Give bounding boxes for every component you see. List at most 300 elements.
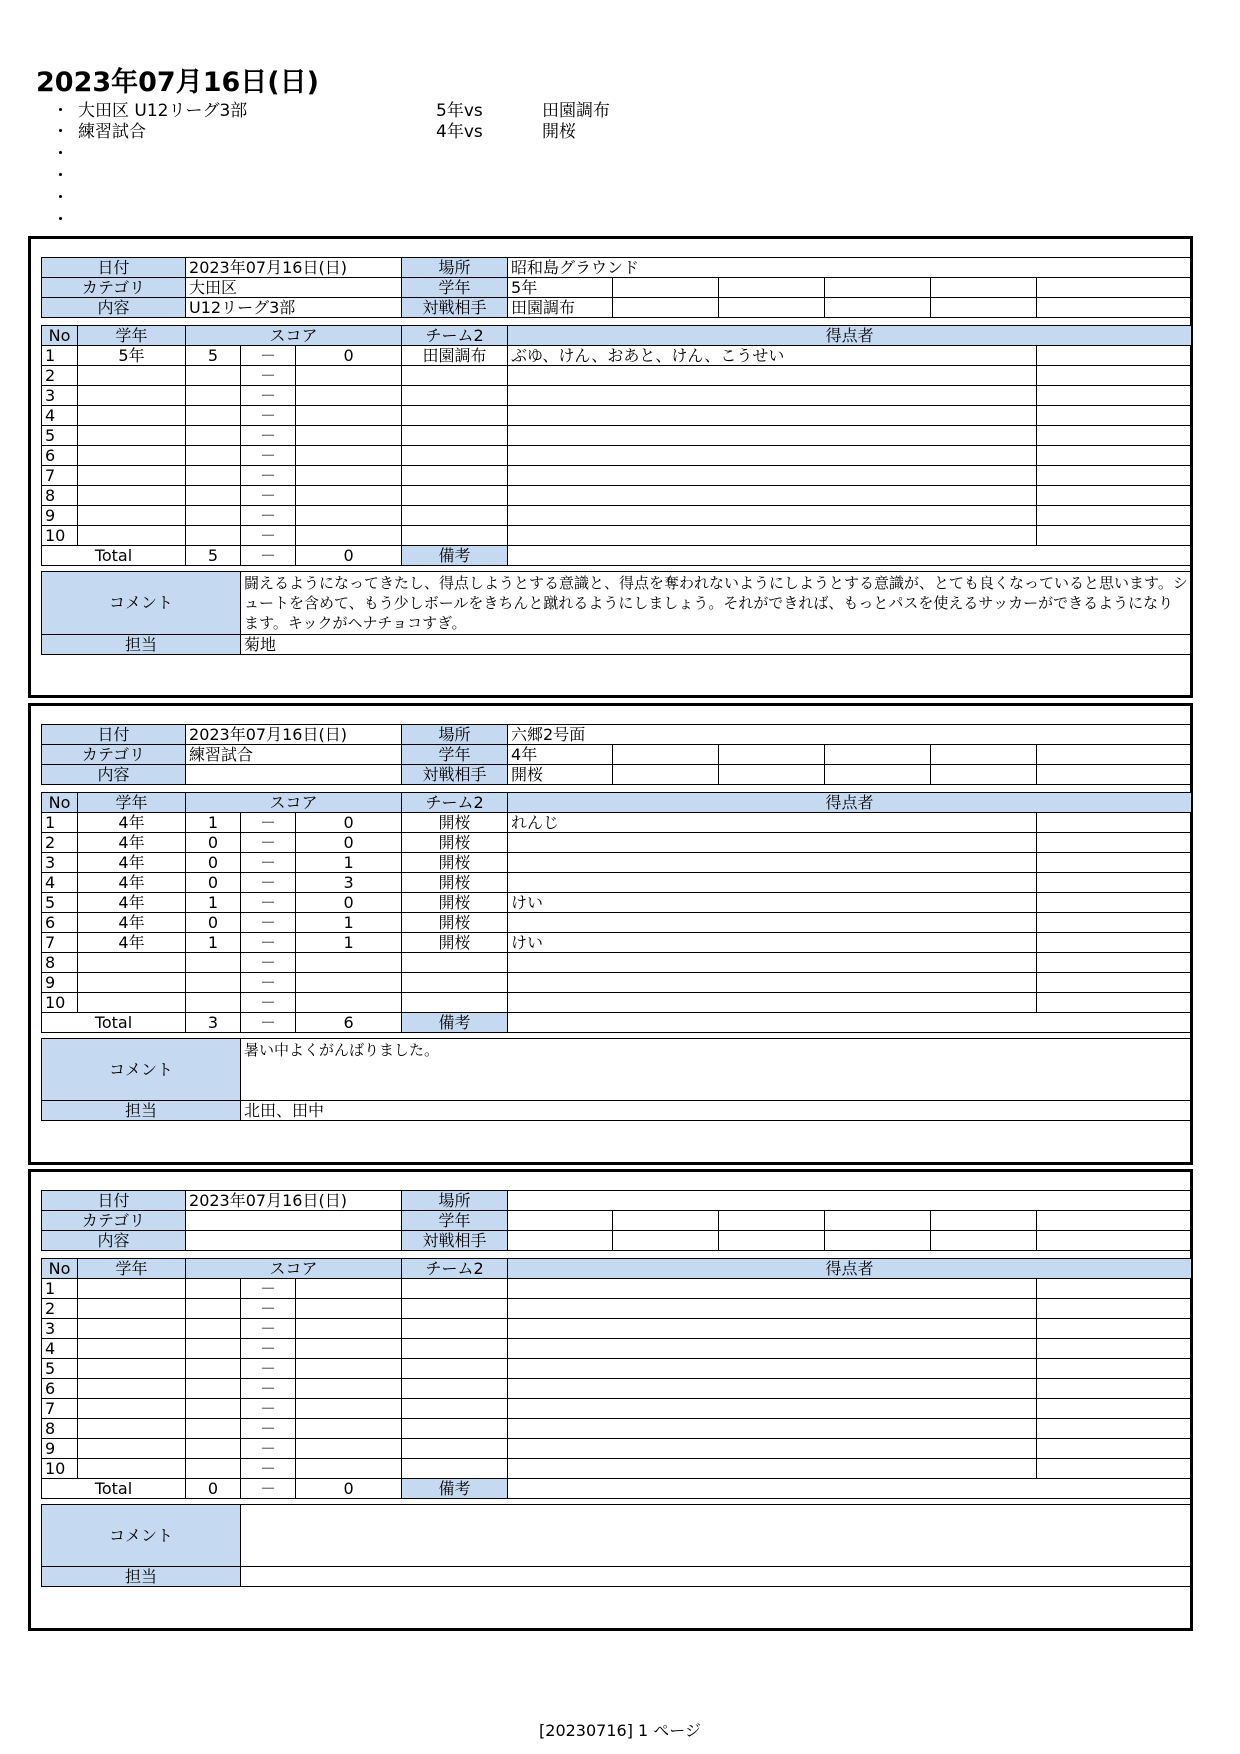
staff-value: 菊地 (241, 635, 1192, 655)
row-scorer-extra (1037, 913, 1192, 933)
row-scorer (508, 526, 1037, 546)
row-score-opp (296, 386, 402, 406)
match-table (41, 257, 1192, 655)
opponent-extra (719, 1231, 825, 1251)
result-row (42, 1379, 1192, 1399)
remarks-value (508, 546, 1192, 566)
score-dash: － (241, 1379, 296, 1399)
result-row (42, 526, 1192, 546)
row-score-own (186, 953, 241, 973)
row-grade (78, 973, 186, 993)
total-opp: 6 (296, 1013, 402, 1033)
row-score-own (186, 1379, 241, 1399)
score-dash: － (241, 833, 296, 853)
row-grade: 4年 (78, 913, 186, 933)
row-score-opp (296, 1299, 402, 1319)
row-score-own (186, 1459, 241, 1479)
staff-label: 担当 (42, 1101, 241, 1121)
row-score-opp (296, 486, 402, 506)
result-row (42, 1339, 1192, 1359)
row-team2 (402, 1279, 508, 1299)
row-scorer (508, 973, 1037, 993)
row-score-own (186, 486, 241, 506)
row-score-opp (296, 973, 402, 993)
comment-text: 暑い中よくがんばりました。 (241, 1039, 1192, 1101)
row-score-own: 1 (186, 933, 241, 953)
result-row (42, 853, 1192, 873)
row-scorer-extra (1037, 833, 1192, 853)
score-dash: － (241, 813, 296, 833)
row-scorer (508, 873, 1037, 893)
row-scorer (508, 446, 1037, 466)
total-dash: － (241, 1013, 296, 1033)
row-team2 (402, 1339, 508, 1359)
remarks-value (508, 1013, 1192, 1033)
row-score-opp (296, 1379, 402, 1399)
row-team2 (402, 406, 508, 426)
row-team2 (402, 1299, 508, 1319)
category-value: 大田区 (186, 278, 402, 298)
match-table (41, 724, 1192, 1121)
result-row (42, 953, 1192, 973)
content-value (186, 1231, 402, 1251)
result-row (42, 366, 1192, 386)
result-row (42, 426, 1192, 446)
row-scorer (508, 366, 1037, 386)
summary-item (52, 187, 78, 209)
score-dash: － (241, 1359, 296, 1379)
row-score-opp (296, 426, 402, 446)
match-table (41, 1190, 1192, 1587)
row-team2: 開桜 (402, 873, 508, 893)
row-team2 (402, 1399, 508, 1419)
scorer-header: 得点者 (508, 1259, 1192, 1279)
score-dash: － (241, 873, 296, 893)
grade-header: 学年 (78, 326, 186, 346)
row-team2: 開桜 (402, 933, 508, 953)
grade-extra (1037, 278, 1192, 298)
row-grade (78, 1299, 186, 1319)
row-score-opp (296, 1279, 402, 1299)
row-team2 (402, 953, 508, 973)
score-dash: － (241, 853, 296, 873)
result-row (42, 973, 1192, 993)
row-team2 (402, 993, 508, 1013)
row-score-opp: 0 (296, 813, 402, 833)
score-dash: － (241, 1299, 296, 1319)
row-scorer (508, 1279, 1037, 1299)
score-header: スコア (186, 793, 402, 813)
row-grade (78, 1279, 186, 1299)
content-label: 内容 (42, 298, 186, 318)
result-row (42, 993, 1192, 1013)
result-row (42, 913, 1192, 933)
row-grade (78, 1359, 186, 1379)
remarks-label: 備考 (402, 1013, 508, 1033)
row-scorer-extra (1037, 426, 1192, 446)
bullet-mark: ・ (52, 210, 69, 230)
opponent-extra (613, 765, 719, 785)
summary-item (52, 165, 78, 187)
row-score-own: 0 (186, 833, 241, 853)
place-label: 場所 (402, 1191, 508, 1211)
row-grade (78, 993, 186, 1013)
result-row (42, 813, 1192, 833)
summary-event: 練習試合 (78, 122, 146, 142)
grade-label: 学年 (402, 1211, 508, 1231)
staff-value: 北田、田中 (241, 1101, 1192, 1121)
scorer-header: 得点者 (508, 326, 1192, 346)
row-score-opp: 1 (296, 933, 402, 953)
score-dash: － (241, 366, 296, 386)
row-no: 6 (42, 446, 78, 466)
score-dash: － (241, 893, 296, 913)
result-row (42, 833, 1192, 853)
remarks-value (508, 1479, 1192, 1499)
row-no: 6 (42, 913, 78, 933)
score-dash: － (241, 1339, 296, 1359)
grade-extra (613, 745, 719, 765)
grade-header: 学年 (78, 793, 186, 813)
match-sheet (28, 1169, 1193, 1631)
content-label: 内容 (42, 1231, 186, 1251)
row-scorer-extra (1037, 366, 1192, 386)
row-score-opp: 0 (296, 893, 402, 913)
result-row (42, 466, 1192, 486)
opponent-extra (825, 298, 931, 318)
score-dash: － (241, 993, 296, 1013)
row-score-opp (296, 1339, 402, 1359)
row-scorer (508, 486, 1037, 506)
row-score-opp (296, 993, 402, 1013)
remarks-label: 備考 (402, 1479, 508, 1499)
row-scorer (508, 426, 1037, 446)
row-team2 (402, 426, 508, 446)
row-score-opp (296, 953, 402, 973)
result-row (42, 933, 1192, 953)
score-dash: － (241, 1319, 296, 1339)
row-scorer (508, 1439, 1037, 1459)
opponent-extra (825, 1231, 931, 1251)
row-no: 7 (42, 933, 78, 953)
spacer (42, 785, 1192, 793)
row-scorer (508, 466, 1037, 486)
grade-extra (931, 745, 1037, 765)
place-value: 六郷2号面 (508, 725, 1192, 745)
opponent-value: 田園調布 (508, 298, 613, 318)
score-dash: － (241, 466, 296, 486)
row-scorer-extra (1037, 873, 1192, 893)
total-label: Total (42, 1013, 186, 1033)
grade-value: 5年 (508, 278, 613, 298)
row-scorer-extra (1037, 1339, 1192, 1359)
row-scorer-extra (1037, 993, 1192, 1013)
opponent-extra (825, 765, 931, 785)
row-grade: 4年 (78, 813, 186, 833)
opponent-extra (613, 298, 719, 318)
row-score-opp (296, 1399, 402, 1419)
summary-opponent: 開桜 (542, 122, 576, 142)
result-row (42, 506, 1192, 526)
row-scorer-extra (1037, 1419, 1192, 1439)
row-grade: 5年 (78, 346, 186, 366)
grade-extra (931, 1211, 1037, 1231)
row-no: 5 (42, 1359, 78, 1379)
opponent-extra (1037, 298, 1192, 318)
opponent-extra (931, 1231, 1037, 1251)
grade-extra (931, 278, 1037, 298)
row-scorer (508, 833, 1037, 853)
category-label: カテゴリ (42, 278, 186, 298)
row-team2 (402, 1379, 508, 1399)
team2-header: チーム2 (402, 326, 508, 346)
row-grade (78, 1399, 186, 1419)
row-score-opp (296, 466, 402, 486)
row-no: 1 (42, 346, 78, 366)
result-row (42, 1299, 1192, 1319)
bullet-mark: ・ (52, 122, 69, 142)
bullet-mark: ・ (52, 188, 69, 208)
result-row (42, 1399, 1192, 1419)
row-no: 7 (42, 1399, 78, 1419)
total-own: 3 (186, 1013, 241, 1033)
remarks-label: 備考 (402, 546, 508, 566)
row-scorer (508, 953, 1037, 973)
grade-extra (1037, 745, 1192, 765)
row-scorer (508, 853, 1037, 873)
row-score-own (186, 446, 241, 466)
row-grade (78, 1319, 186, 1339)
result-row (42, 1459, 1192, 1479)
row-no: 8 (42, 486, 78, 506)
row-score-own (186, 1339, 241, 1359)
row-scorer-extra (1037, 1279, 1192, 1299)
row-scorer: れんじ (508, 813, 1037, 833)
row-scorer-extra (1037, 1299, 1192, 1319)
row-no: 2 (42, 366, 78, 386)
row-scorer-extra (1037, 1379, 1192, 1399)
total-dash: － (241, 1479, 296, 1499)
grade-extra (613, 278, 719, 298)
page-footer: [20230716] 1 ページ (539, 1721, 701, 1740)
result-row (42, 1419, 1192, 1439)
row-grade (78, 446, 186, 466)
row-score-own (186, 466, 241, 486)
row-grade (78, 506, 186, 526)
row-score-own: 0 (186, 873, 241, 893)
result-row (42, 406, 1192, 426)
row-scorer (508, 1459, 1037, 1479)
row-grade: 4年 (78, 933, 186, 953)
row-score-opp (296, 506, 402, 526)
category-label: カテゴリ (42, 1211, 186, 1231)
row-score-own (186, 506, 241, 526)
grade-extra (613, 1211, 719, 1231)
row-team2 (402, 486, 508, 506)
row-grade (78, 526, 186, 546)
row-scorer-extra (1037, 506, 1192, 526)
result-row (42, 346, 1192, 366)
place-value (508, 1191, 1192, 1211)
row-scorer-extra (1037, 466, 1192, 486)
match-sheet (28, 703, 1193, 1165)
grade-extra (719, 278, 825, 298)
row-no: 2 (42, 1299, 78, 1319)
row-score-own (186, 973, 241, 993)
row-scorer (508, 406, 1037, 426)
row-score-opp (296, 446, 402, 466)
grade-label: 学年 (402, 745, 508, 765)
score-dash: － (241, 526, 296, 546)
grade-extra (825, 278, 931, 298)
row-score-own: 1 (186, 813, 241, 833)
row-team2 (402, 506, 508, 526)
row-scorer-extra (1037, 386, 1192, 406)
row-no: 4 (42, 406, 78, 426)
bullet-mark: ・ (52, 144, 69, 164)
place-value: 昭和島グラウンド (508, 258, 1192, 278)
opponent-label: 対戦相手 (402, 765, 508, 785)
result-row (42, 446, 1192, 466)
result-row (42, 873, 1192, 893)
content-value: U12リーグ3部 (186, 298, 402, 318)
category-value (186, 1211, 402, 1231)
score-dash: － (241, 933, 296, 953)
row-no: 3 (42, 1319, 78, 1339)
row-score-own (186, 1319, 241, 1339)
date-label: 日付 (42, 1191, 186, 1211)
row-scorer (508, 1419, 1037, 1439)
row-team2 (402, 1459, 508, 1479)
row-no: 5 (42, 426, 78, 446)
place-label: 場所 (402, 258, 508, 278)
row-score-opp: 0 (296, 346, 402, 366)
row-score-opp (296, 366, 402, 386)
score-dash: － (241, 426, 296, 446)
row-scorer-extra (1037, 526, 1192, 546)
row-score-own (186, 993, 241, 1013)
row-scorer-extra (1037, 953, 1192, 973)
comment-label: コメント (42, 1039, 241, 1101)
row-score-own (186, 406, 241, 426)
no-header: No (42, 793, 78, 813)
summary-item (52, 121, 576, 143)
row-grade (78, 1419, 186, 1439)
row-no: 4 (42, 1339, 78, 1359)
row-grade (78, 466, 186, 486)
row-no: 6 (42, 1379, 78, 1399)
row-scorer (508, 1319, 1037, 1339)
row-team2: 開桜 (402, 813, 508, 833)
staff-value (241, 1567, 1192, 1587)
opponent-extra (1037, 1231, 1192, 1251)
row-scorer (508, 993, 1037, 1013)
row-team2 (402, 1359, 508, 1379)
row-scorer-extra (1037, 973, 1192, 993)
category-value: 練習試合 (186, 745, 402, 765)
row-no: 9 (42, 973, 78, 993)
comment-label: コメント (42, 1505, 241, 1567)
row-score-opp: 1 (296, 853, 402, 873)
score-dash: － (241, 973, 296, 993)
row-score-own (186, 1359, 241, 1379)
spacer (42, 318, 1192, 326)
row-grade (78, 386, 186, 406)
place-label: 場所 (402, 725, 508, 745)
row-team2 (402, 1419, 508, 1439)
row-grade (78, 953, 186, 973)
staff-label: 担当 (42, 635, 241, 655)
grade-extra (825, 745, 931, 765)
spacer (42, 1251, 1192, 1259)
score-dash: － (241, 1399, 296, 1419)
row-no: 1 (42, 813, 78, 833)
row-scorer (508, 1299, 1037, 1319)
summary-event: 大田区 U12リーグ3部 (78, 101, 248, 121)
row-grade (78, 1459, 186, 1479)
result-row (42, 1319, 1192, 1339)
score-dash: － (241, 1419, 296, 1439)
score-dash: － (241, 1279, 296, 1299)
bullet-mark: ・ (52, 166, 69, 186)
row-scorer-extra (1037, 893, 1192, 913)
content-value (186, 765, 402, 785)
comment-text (241, 1505, 1192, 1567)
row-no: 8 (42, 1419, 78, 1439)
grade-label: 学年 (402, 278, 508, 298)
total-label: Total (42, 1479, 186, 1499)
row-no: 3 (42, 853, 78, 873)
total-opp: 0 (296, 546, 402, 566)
row-scorer (508, 386, 1037, 406)
row-scorer (508, 1379, 1037, 1399)
result-row (42, 386, 1192, 406)
score-dash: － (241, 1459, 296, 1479)
row-scorer-extra (1037, 1319, 1192, 1339)
opponent-label: 対戦相手 (402, 298, 508, 318)
grade-extra (1037, 1211, 1192, 1231)
score-dash: － (241, 953, 296, 973)
opponent-extra (719, 298, 825, 318)
row-score-opp (296, 526, 402, 546)
score-dash: － (241, 406, 296, 426)
row-no: 8 (42, 953, 78, 973)
row-scorer-extra (1037, 813, 1192, 833)
row-team2: 開桜 (402, 893, 508, 913)
row-score-own (186, 1279, 241, 1299)
opponent-extra (719, 765, 825, 785)
row-grade: 4年 (78, 873, 186, 893)
row-no: 2 (42, 833, 78, 853)
row-scorer (508, 1399, 1037, 1419)
row-score-own (186, 1419, 241, 1439)
row-grade (78, 486, 186, 506)
team2-header: チーム2 (402, 1259, 508, 1279)
row-scorer-extra (1037, 406, 1192, 426)
row-team2 (402, 386, 508, 406)
bullet-mark: ・ (52, 101, 69, 121)
row-score-own (186, 526, 241, 546)
total-own: 0 (186, 1479, 241, 1499)
row-grade (78, 1439, 186, 1459)
row-grade (78, 1339, 186, 1359)
grade-value: 4年 (508, 745, 613, 765)
result-row (42, 486, 1192, 506)
score-dash: － (241, 1439, 296, 1459)
grade-extra (825, 1211, 931, 1231)
comment-text: 闘えるようになってきたし、得点しようとする意識と、得点を奪われないようにしようとする意識が、とても良くなっていると思います。シュートを含めて、もう少しボールをきちんと蹴れるようにしましょう。それができれば、もっとパスを使えるサッカーができるようになります。キックがヘナチョコすぎ。 (241, 572, 1192, 635)
row-score-own (186, 366, 241, 386)
